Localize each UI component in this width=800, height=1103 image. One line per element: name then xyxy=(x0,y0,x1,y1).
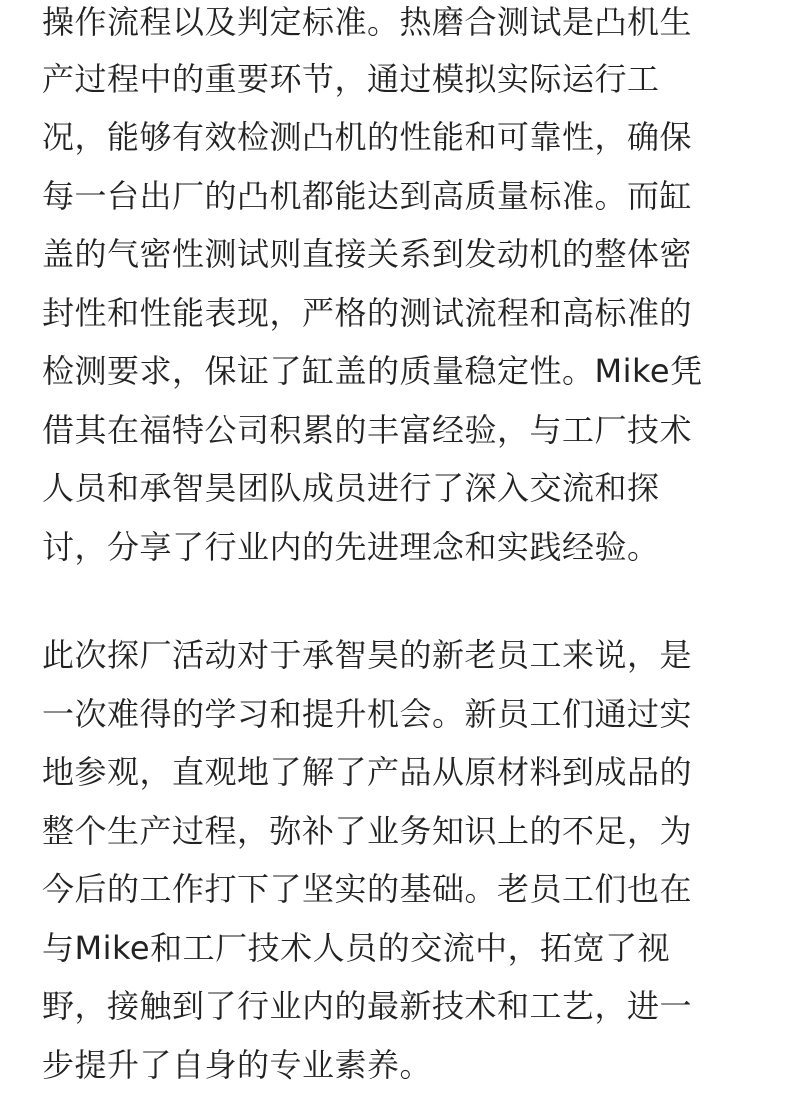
text-line: 整个生产过程，弥补了业务知识上的不足，为 xyxy=(42,811,762,870)
text-line: 每一台出厂的凸机都能达到高质量标准。而缸 xyxy=(42,176,762,235)
text-line: 步提升了自身的专业素养。 xyxy=(42,1045,762,1103)
text-line: 人员和承智昊团队成员进行了深入交流和探 xyxy=(42,468,762,527)
text-line: 一次难得的学习和提升机会。新员工们通过实 xyxy=(42,694,762,753)
text-line: 检测要求，保证了缸盖的质量稳定性。Mike凭 xyxy=(42,351,762,410)
text-line: 野，接触到了行业内的最新技术和工艺，进一 xyxy=(42,986,762,1045)
paragraph-gap xyxy=(42,585,762,635)
text-line: 况，能够有效检测凸机的性能和可靠性，确保 xyxy=(42,117,762,176)
text-line: 产过程中的重要环节，通过模拟实际运行工 xyxy=(42,59,762,118)
text-line: 封性和性能表现，严格的测试流程和高标准的 xyxy=(42,293,762,352)
text-line: 此次探厂活动对于承智昊的新老员工来说，是 xyxy=(42,635,762,694)
text-line: 操作流程以及判定标准。热磨合测试是凸机生 xyxy=(42,0,762,59)
article-body xyxy=(42,0,762,1103)
text-line: 今后的工作打下了坚实的基础。老员工们也在 xyxy=(42,869,762,928)
text-line: 讨，分享了行业内的先进理念和实践经验。 xyxy=(42,527,762,586)
text-line: 与Mike和工厂技术人员的交流中，拓宽了视 xyxy=(42,928,762,987)
text-line: 地参观，直观地了解了产品从原材料到成品的 xyxy=(42,752,762,811)
paragraph-1 xyxy=(42,0,762,585)
text-line: 盖的气密性测试则直接关系到发动机的整体密 xyxy=(42,234,762,293)
paragraph-2 xyxy=(42,635,762,1103)
text-line: 借其在福特公司积累的丰富经验，与工厂技术 xyxy=(42,410,762,469)
